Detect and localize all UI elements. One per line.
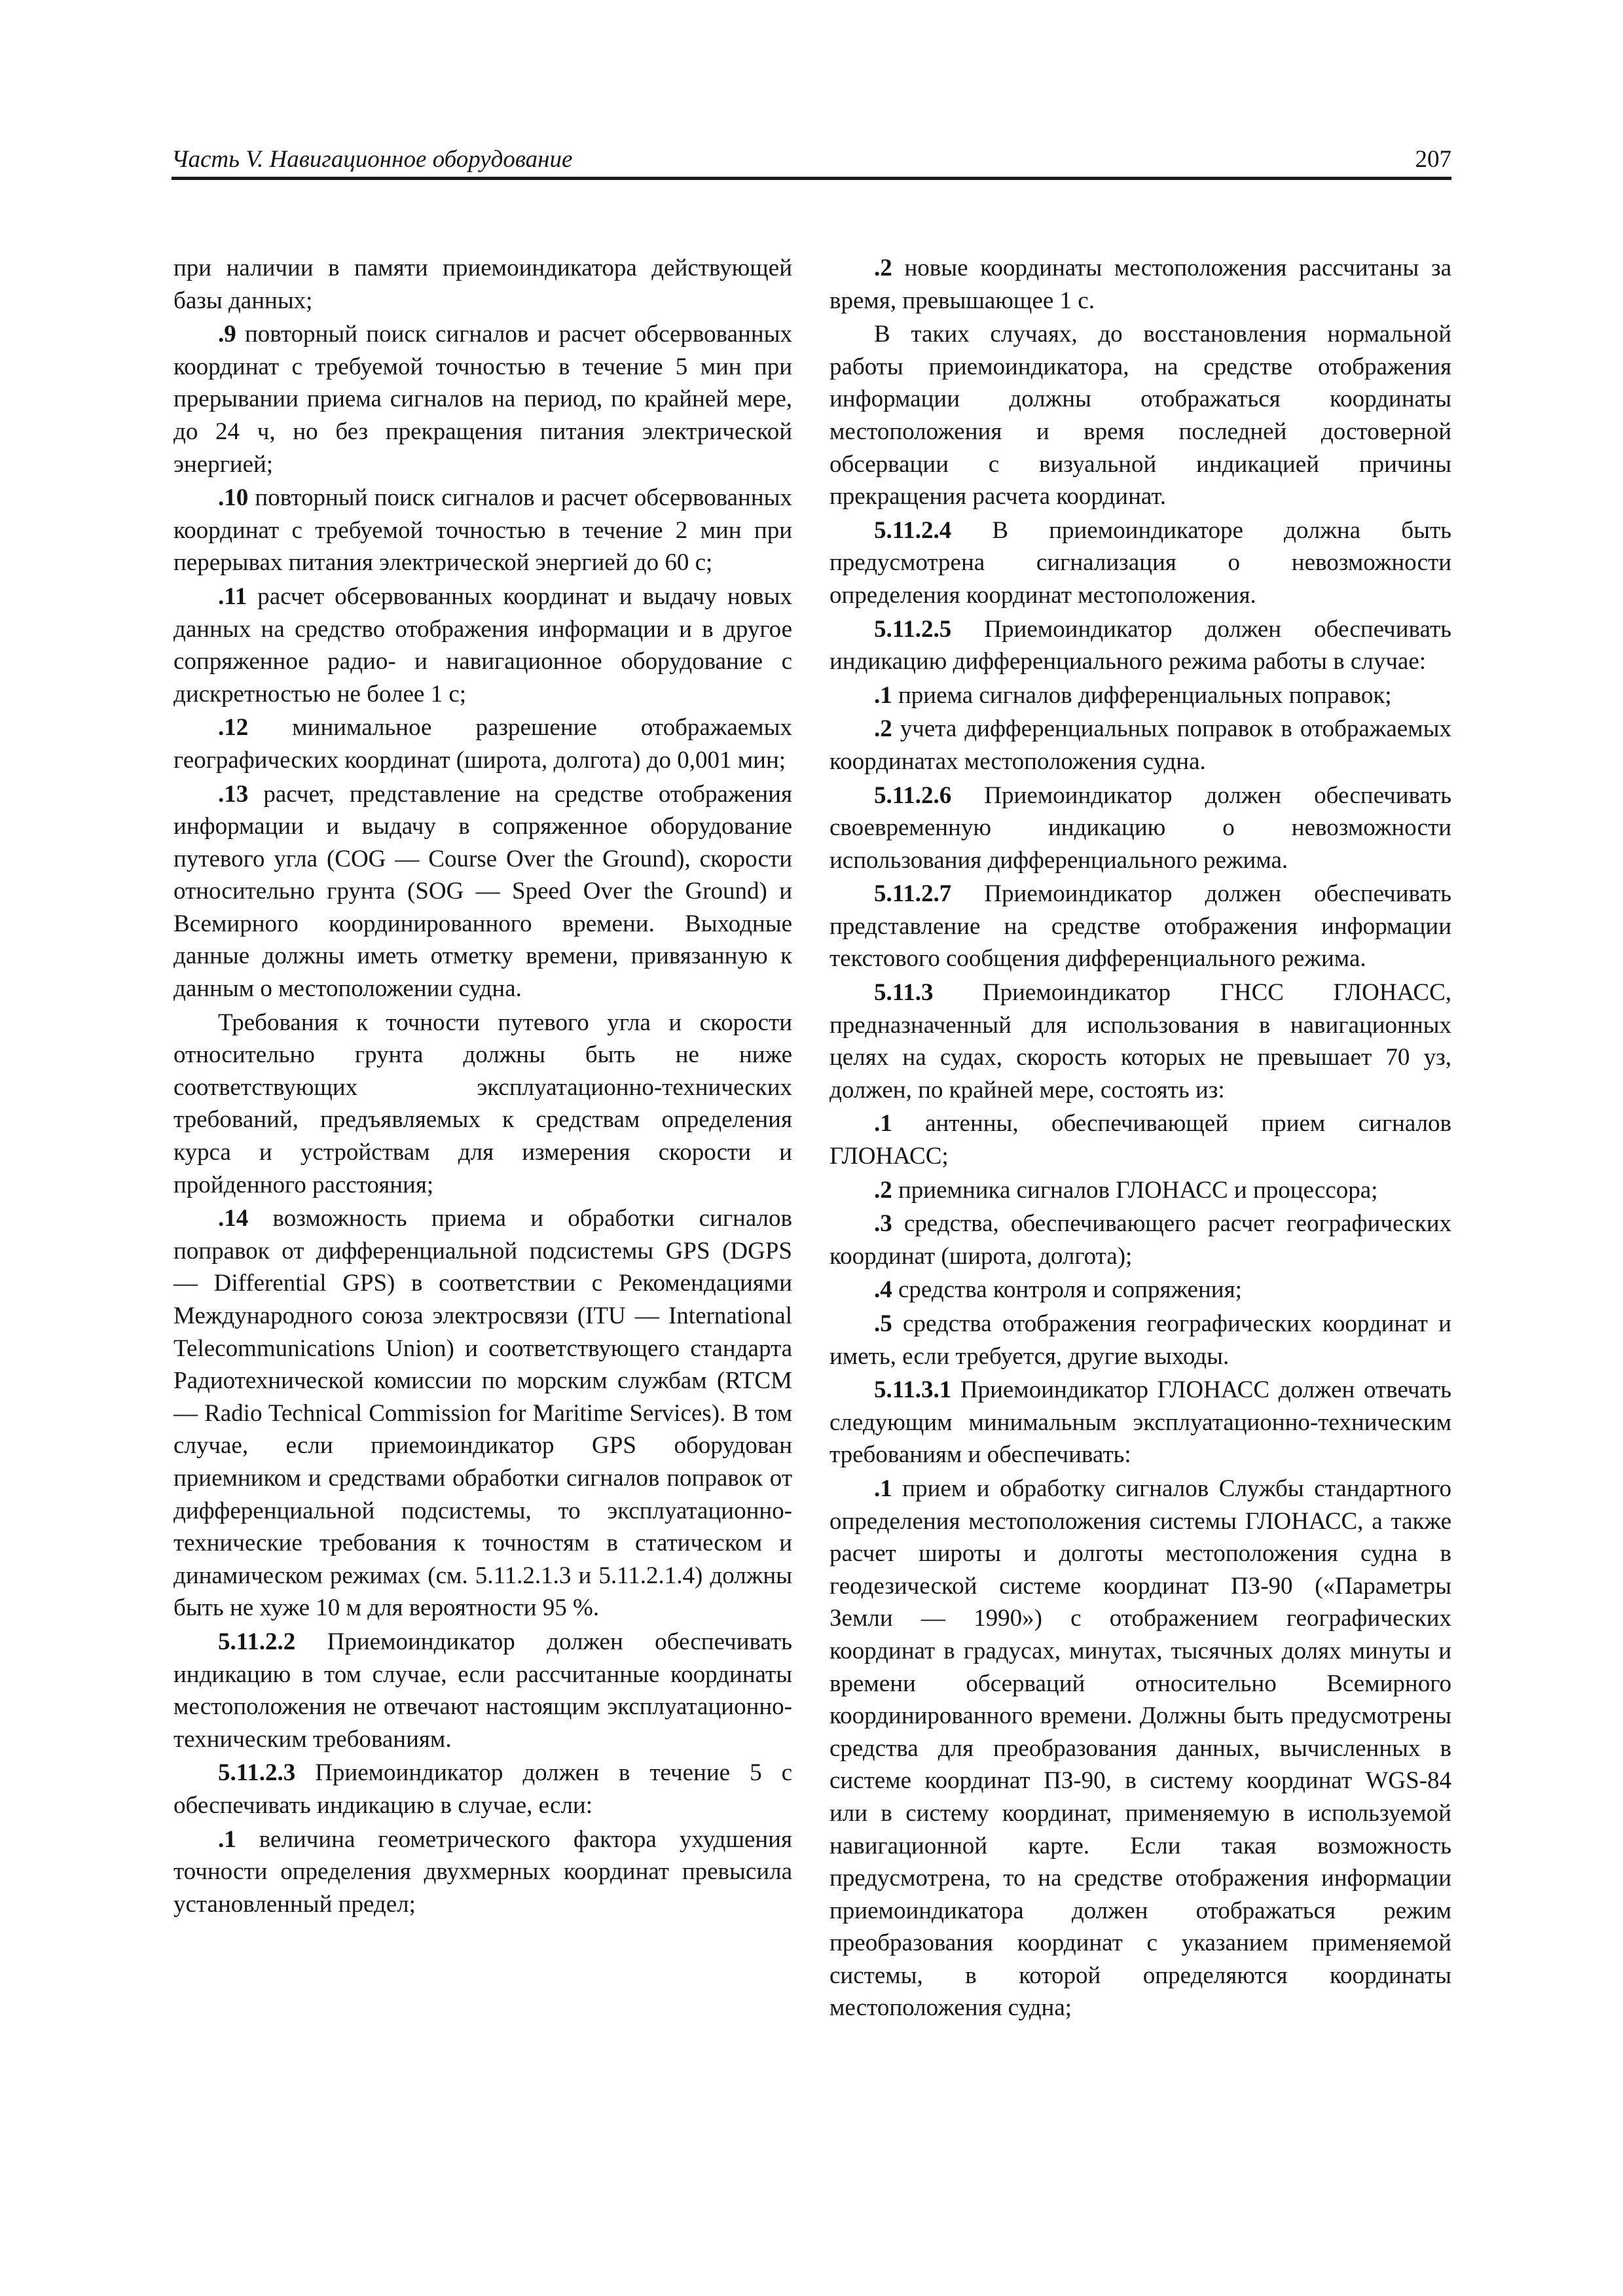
item-number: .1 xyxy=(874,681,892,709)
item-number: .12 xyxy=(218,714,249,742)
item-number: .9 xyxy=(218,321,236,348)
paragraph: 5.11.2.6 Приемоиндикатор должен обеспечивать своевременную индикацию о невозможности использования дифференциального режима. xyxy=(830,781,1451,874)
section-number: 5.11.2.2 xyxy=(218,1628,296,1655)
paragraph: при наличии в памяти приемоиндикатора действующей базы данных; xyxy=(173,255,792,314)
paragraph: 5.11.3.1 Приемоиндикатор ГЛОНАСС должен отвечать следующим минимальным эксплуатационно-техническим требованиям и обеспечивать: xyxy=(830,1376,1451,1469)
running-header xyxy=(172,143,1451,180)
item-number: .1 xyxy=(874,1110,892,1138)
section-number: 5.11.2.7 xyxy=(874,880,952,908)
paragraph: .4 средства контроля и сопряжения; xyxy=(874,1276,1242,1304)
paragraph: .14 возможность приема и обработки сигналов поправок от дифференциальной подсистемы GPS (DGPS — Differential GPS) в соответствии с Рекомендациями Международного союза электросвязи (ITU — International Telecommunications Union) и соответствующего стандарта Радиотехнической комиссии по морским службам (RTCM — Radio Technical Commission for Maritime Services). В том случае, если приемоиндикатор GPS оборудован приемником и средствами обработки сигналов поправок от дифференциальной подсистемы, то эксплуатационно-технические требования к точностям в статическом и динамическом режимах (см. 5.11.2.1.3 и 5.11.2.1.4) должны быть не хуже 10 м для вероятности 95 %. xyxy=(173,1205,792,1622)
paragraph: .11 расчет обсервованных координат и выдачу новых данных на средство отображения информации и в другое сопряженное радио- и навигационное оборудование с дискретностью не более 1 с; xyxy=(173,583,792,708)
paragraph: .5 средства отображения географических координат и иметь, если требуется, другие выходы. xyxy=(830,1310,1451,1370)
paragraph: .9 повторный поиск сигналов и расчет обсервованных координат с требуемой точностью в течение 5 мин при прерывании приема сигналов на период, по крайней мере, до 24 ч, но без прекращения питания электрической энергией; xyxy=(173,321,792,478)
paragraph: 5.11.2.3 Приемоиндикатор должен в течение 5 с обеспечивать индикацию в случае, если: xyxy=(173,1759,792,1819)
section-number: 5.11.3 xyxy=(874,979,934,1007)
paragraph: .12 минимальное разрешение отображаемых географических координат (широта, долгота) до 0,001 мин; xyxy=(173,714,792,774)
paragraph: .1 приема сигналов дифференциальных поправок; xyxy=(874,681,1392,709)
right-column xyxy=(830,252,1451,2026)
paragraph: 5.11.2.2 Приемоиндикатор должен обеспечивать индикацию в том случае, если рассчитанные координаты местоположения не отвечают настоящим эксплуатационно-техническим требованиям. xyxy=(173,1628,792,1753)
item-number: .13 xyxy=(218,780,249,808)
item-number: .2 xyxy=(874,1176,892,1204)
paragraph: .2 учета дифференциальных поправок в отображаемых координатах местоположения судна. xyxy=(830,715,1451,775)
item-number: .1 xyxy=(218,1825,236,1853)
item-number: .2 xyxy=(874,715,892,743)
item-number: .2 xyxy=(874,255,892,281)
paragraph: Требования к точности путевого угла и скорости относительно грунта должны быть не ниже соответствующих эксплуатационно-технических требований, предъявляемых к средствам определения курса и устройствам для измерения скорости и пройденного расстояния; xyxy=(173,1009,792,1198)
section-number: 5.11.2.3 xyxy=(218,1759,296,1787)
item-number: .11 xyxy=(218,583,247,610)
paragraph: 5.11.2.4 В приемоиндикаторе должна быть предусмотрена сигнализация о невозможности определения координат местоположения. xyxy=(830,516,1451,609)
page-number: 207 xyxy=(1415,146,1451,173)
paragraph: 5.11.2.5 Приемоиндикатор должен обеспечивать индикацию дифференциального режима работы в случае: xyxy=(830,615,1451,675)
paragraph: .2 новые координаты местоположения рассчитаны за время, превышающее 1 с. xyxy=(830,255,1451,314)
paragraph: В таких случаях, до восстановления нормальной работы приемоиндикатора, на средстве отображения информации должны отображаться координаты местоположения и время последней достоверной обсервации с визуальной индикацией причины прекращения расчета координат. xyxy=(830,321,1451,511)
item-number: .3 xyxy=(874,1210,892,1238)
paragraph: .2 приемника сигналов ГЛОНАСС и процессора; xyxy=(874,1176,1378,1204)
item-number: .4 xyxy=(874,1276,892,1304)
item-number: .10 xyxy=(218,484,249,512)
paragraph: .3 средства, обеспечивающего расчет географических координат (широта, долгота); xyxy=(830,1210,1451,1270)
section-number: 5.11.2.4 xyxy=(874,516,952,544)
paragraph: .10 повторный поиск сигналов и расчет обсервованных координат с требуемой точностью в течение 2 мин при перерывах питания электрической энергией до 60 с; xyxy=(173,484,792,577)
paragraph: .13 расчет, представление на средстве отображения информации и выдачу в сопряженное оборудование путевого угла (COG — Course Over the Ground), скорости относительно грунта (SOG — Speed Over the Ground) и Всемирного координированного времени. Выходные данные должны иметь отметку времени, привязанную к данным о местоположении судна. xyxy=(173,780,792,1003)
item-number: .14 xyxy=(218,1205,249,1232)
paragraph: 5.11.3 Приемоиндикатор ГНСС ГЛОНАСС, предназначенный для использования в навигационных целях на судах, скорость которых не превышает 70 уз, должен, по крайней мере, состоять из: xyxy=(830,979,1451,1103)
paragraph: .1 прием и обработку сигналов Службы стандартного определения местоположения системы ГЛОНАСС, а также расчет широты и долготы местоположения судна в геодезической системе координат ПЗ-90 («Параметры Земли — 1990») с отображением географических координат в градусах, минутах, тысячных долях минуты и времени обсерваций относительно Всемирного координированного времени. Должны быть предусмотрены средства для преобразования данных, вычисленных в системе координат ПЗ-90, в систему координат WGS-84 или в систему координат, применяемую в используемой навигационной карте. Если такая возможность предусмотрена, то на средстве отображения информации приемоиндикатора должен отображаться режим преобразования координат с указанием применяемой системы, в которой определяются координаты местоположения судна; xyxy=(830,1475,1451,2022)
section-number: 5.11.2.5 xyxy=(874,615,952,643)
section-title: Часть V. Навигационное оборудование xyxy=(172,146,573,173)
section-number: 5.11.2.6 xyxy=(874,781,952,809)
item-number: .1 xyxy=(874,1475,892,1502)
left-column xyxy=(173,252,792,1922)
paragraph: .1 антенны, обеспечивающей прием сигналов ГЛОНАСС; xyxy=(830,1110,1451,1170)
item-number: .5 xyxy=(874,1310,892,1337)
paragraph: 5.11.2.7 Приемоиндикатор должен обеспечивать представление на средстве отображения информации текстового сообщения дифференциального режима. xyxy=(830,880,1451,973)
section-number: 5.11.3.1 xyxy=(874,1376,952,1404)
paragraph: .1 величина геометрического фактора ухудшения точности определения двухмерных координат превысила установленный предел; xyxy=(173,1825,792,1918)
